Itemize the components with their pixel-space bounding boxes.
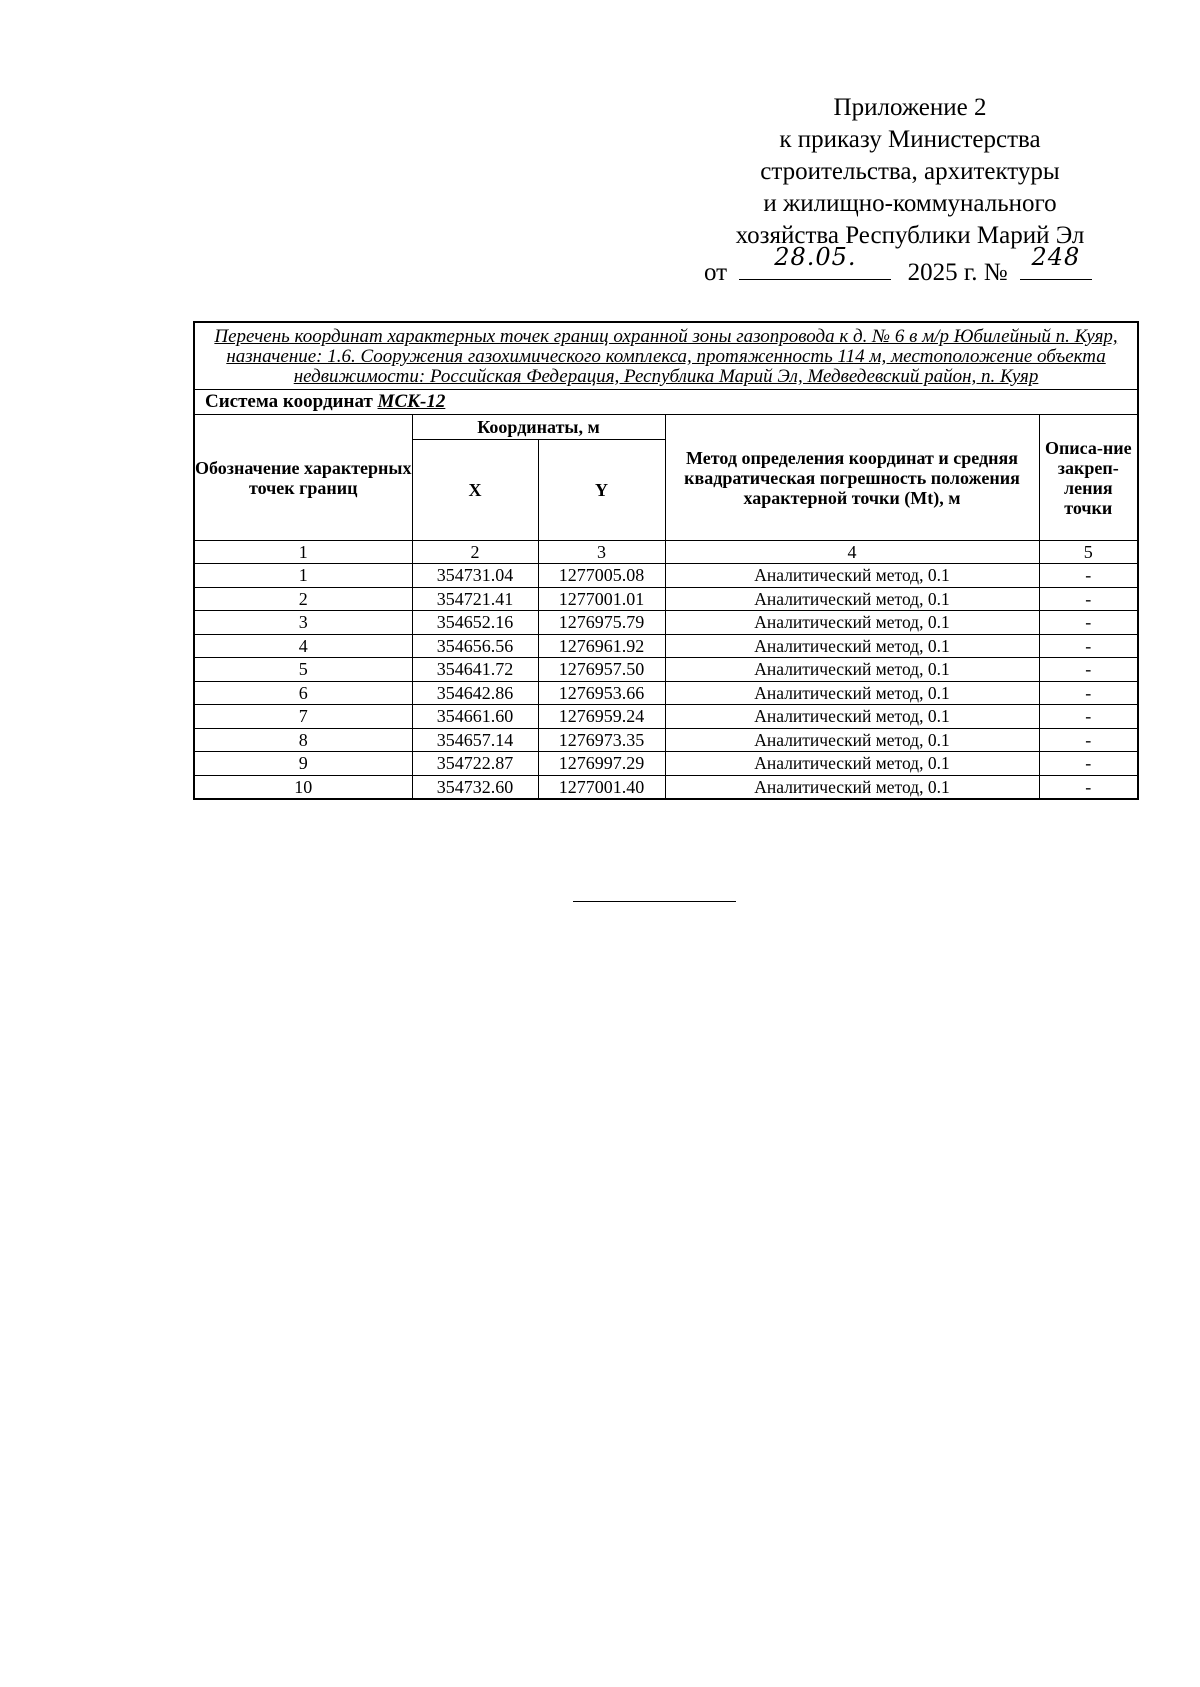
cell-method: Аналитический метод, 0.1 xyxy=(665,564,1039,588)
header-line: и жилищно-коммунального xyxy=(763,190,1057,217)
cell-y: 1276975.79 xyxy=(538,611,665,635)
table-row xyxy=(194,587,1138,611)
number-blank xyxy=(1020,243,1092,280)
header-desc: Описа-ние закреп-ления точки xyxy=(1039,415,1138,541)
cell-point: 5 xyxy=(194,658,412,682)
cell-x: 354641.72 xyxy=(412,658,538,682)
cell-desc: - xyxy=(1039,752,1138,776)
table-row xyxy=(194,775,1138,799)
table-row xyxy=(194,634,1138,658)
column-numbers-row xyxy=(194,541,1138,564)
table-row xyxy=(194,564,1138,588)
year-label: 2025 г. № xyxy=(907,259,1008,286)
cell-method: Аналитический метод, 0.1 xyxy=(665,611,1039,635)
cell-desc: - xyxy=(1039,634,1138,658)
cell-y: 1276973.35 xyxy=(538,728,665,752)
header-coords: Координаты, м xyxy=(412,415,665,440)
header-point: Обозначение характерных точек границ xyxy=(194,415,412,541)
date-blank xyxy=(739,243,891,280)
cell-desc: - xyxy=(1039,611,1138,635)
header-x: X xyxy=(412,440,538,541)
table-row xyxy=(194,728,1138,752)
table-row xyxy=(194,658,1138,682)
handwritten-date: 28.05. xyxy=(774,243,857,271)
cell-x: 354721.41 xyxy=(412,587,538,611)
table-caption: Перечень координат характерных точек границ охранной зоны газопровода к д. № 6 в м/р Юбилейный п. Куяр, назначение: 1.6. Сооружения газохимического комплекса, протяженность 114 м, местоположение объекта недвижимости: Российская Федерация, Республика Марий Эл, Медведевский район, п. Куяр xyxy=(194,322,1138,390)
cell-method: Аналитический метод, 0.1 xyxy=(665,658,1039,682)
table-row xyxy=(194,752,1138,776)
cell-y: 1276957.50 xyxy=(538,658,665,682)
column-number: 4 xyxy=(665,541,1039,564)
date-prefix: от xyxy=(704,259,728,286)
cell-point: 3 xyxy=(194,611,412,635)
cell-point: 9 xyxy=(194,752,412,776)
cell-desc: - xyxy=(1039,658,1138,682)
cell-method: Аналитический метод, 0.1 xyxy=(665,634,1039,658)
cell-x: 354656.56 xyxy=(412,634,538,658)
coordinate-system xyxy=(194,390,1138,415)
table-row xyxy=(194,705,1138,729)
cell-x: 354732.60 xyxy=(412,775,538,799)
cell-desc: - xyxy=(1039,705,1138,729)
table-row xyxy=(194,611,1138,635)
header-line: хозяйства Республики Марий Эл xyxy=(735,222,1085,249)
cell-method: Аналитический метод, 0.1 xyxy=(665,775,1039,799)
closing-rule xyxy=(573,901,736,902)
cell-point: 8 xyxy=(194,728,412,752)
header-line: строительства, архитектуры xyxy=(760,158,1060,185)
coordinate-system-label: Система координат xyxy=(205,391,373,412)
header-y: Y xyxy=(538,440,665,541)
cell-y: 1277001.40 xyxy=(538,775,665,799)
cell-desc: - xyxy=(1039,775,1138,799)
cell-desc: - xyxy=(1039,564,1138,588)
header-line: к приказу Министерства xyxy=(779,126,1041,153)
header-line: Приложение 2 xyxy=(833,94,987,121)
column-number: 3 xyxy=(538,541,665,564)
cell-method: Аналитический метод, 0.1 xyxy=(665,728,1039,752)
cell-point: 10 xyxy=(194,775,412,799)
cell-point: 7 xyxy=(194,705,412,729)
column-number: 1 xyxy=(194,541,412,564)
appendix-header xyxy=(690,92,1130,252)
cell-y: 1276997.29 xyxy=(538,752,665,776)
coordinate-system-code: МСК-12 xyxy=(377,391,446,412)
cell-desc: - xyxy=(1039,728,1138,752)
cell-x: 354652.16 xyxy=(412,611,538,635)
cell-x: 354642.86 xyxy=(412,681,538,705)
table-row xyxy=(194,681,1138,705)
cell-y: 1277001.01 xyxy=(538,587,665,611)
header-method: Метод определения координат и средняя квадратическая погрешность положения характерной точки (Mt), м xyxy=(665,415,1039,541)
cell-desc: - xyxy=(1039,681,1138,705)
cell-y: 1277005.08 xyxy=(538,564,665,588)
cell-y: 1276959.24 xyxy=(538,705,665,729)
cell-method: Аналитический метод, 0.1 xyxy=(665,587,1039,611)
cell-point: 1 xyxy=(194,564,412,588)
cell-y: 1276961.92 xyxy=(538,634,665,658)
cell-x: 354722.87 xyxy=(412,752,538,776)
cell-method: Аналитический метод, 0.1 xyxy=(665,752,1039,776)
column-number: 5 xyxy=(1039,541,1138,564)
cell-method: Аналитический метод, 0.1 xyxy=(665,705,1039,729)
cell-x: 354731.04 xyxy=(412,564,538,588)
column-number: 2 xyxy=(412,541,538,564)
cell-method: Аналитический метод, 0.1 xyxy=(665,681,1039,705)
cell-point: 4 xyxy=(194,634,412,658)
coordinates-table xyxy=(193,321,1139,800)
cell-x: 354661.60 xyxy=(412,705,538,729)
cell-y: 1276953.66 xyxy=(538,681,665,705)
order-date-line xyxy=(704,243,1092,287)
cell-x: 354657.14 xyxy=(412,728,538,752)
cell-point: 6 xyxy=(194,681,412,705)
cell-desc: - xyxy=(1039,587,1138,611)
handwritten-number: 248 xyxy=(1031,243,1081,271)
cell-point: 2 xyxy=(194,587,412,611)
